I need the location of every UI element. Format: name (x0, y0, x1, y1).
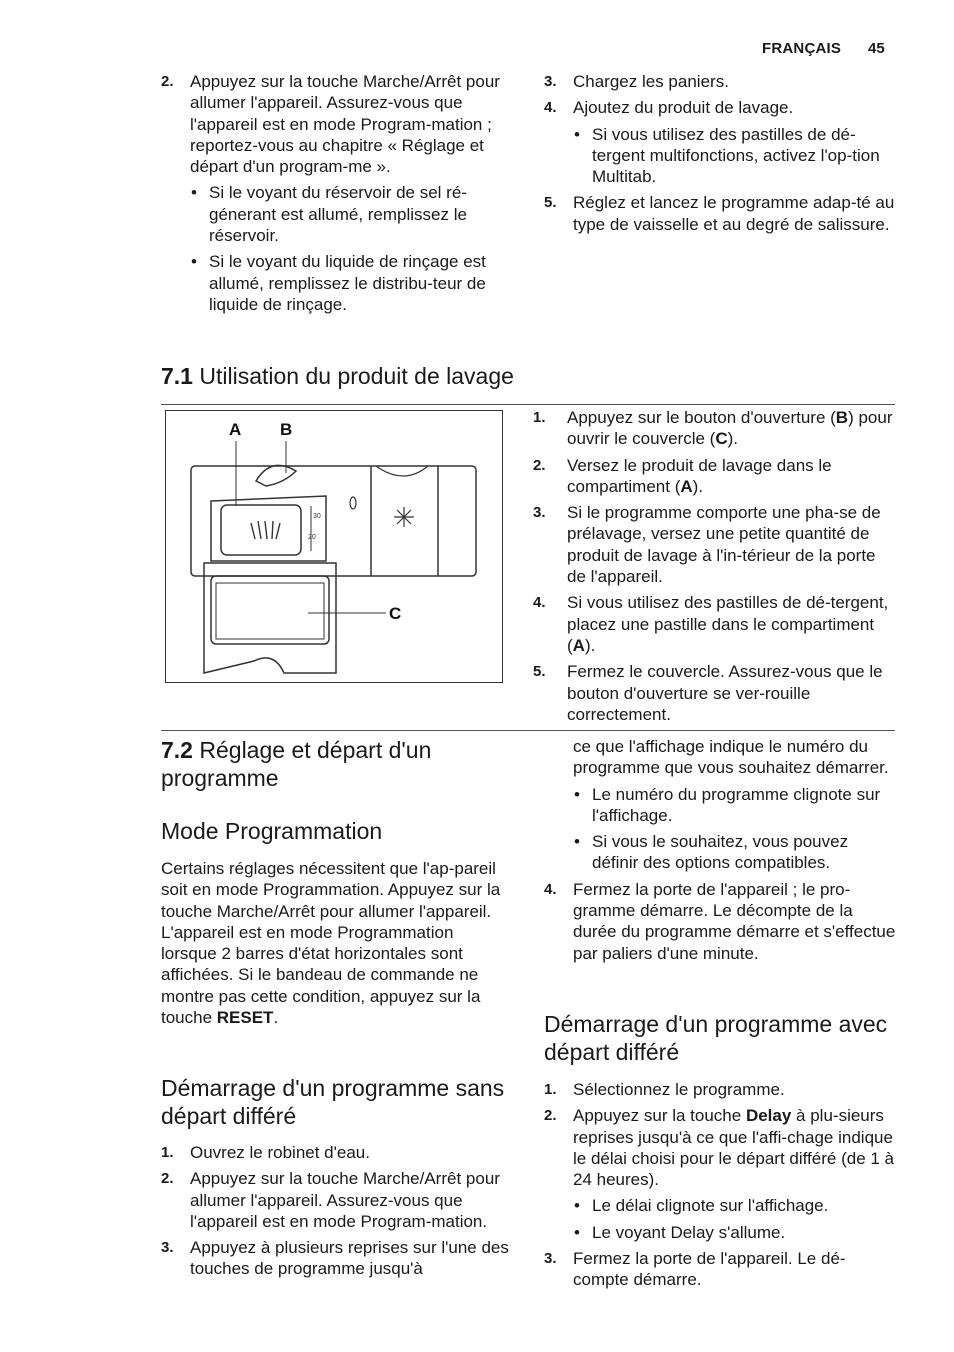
step-text: Versez le produit de lavage dans le compartiment (A). (567, 455, 832, 496)
bullet-item (544, 124, 896, 188)
bullet-text: Le numéro du programme clignote sur l'affichage. (592, 784, 881, 825)
step-number: 1. (533, 409, 546, 426)
list-item (533, 407, 893, 450)
bullet-icon: • (191, 252, 197, 272)
delay-steps (544, 1079, 896, 1296)
step-text: Appuyez à plusieurs reprises sur l'une des touches de programme jusqu'à (190, 1238, 509, 1279)
step-number: 3. (544, 73, 557, 90)
list-item (544, 1248, 896, 1291)
step-number: 1. (161, 1144, 174, 1161)
scale-label-20: 20 (308, 534, 316, 541)
step-number: 4. (544, 99, 557, 117)
label-b: B (280, 420, 293, 439)
language-label: FRANÇAIS (762, 40, 842, 57)
bullet-icon: • (191, 183, 197, 203)
step-text: Si vous utilisez des pastilles de dé-tergent, placez une pastille dans le compartiment (A). (567, 593, 889, 655)
step-text: Si le programme comporte une pha-se de prélavage, versez une petite quantité de produit de lavage à l'in-térieur de la porte de l'appareil. (567, 503, 881, 587)
bullet-text: Si vous le souhaitez, vous pouvez définir des options compatibles. (592, 832, 849, 873)
bullet-text: Si vous utilisez des pastilles de dé-tergent multifonctions, activez l'op-tion Multitab. (592, 124, 880, 187)
bullet-item (544, 784, 896, 827)
list-item (161, 1142, 513, 1163)
section71-steps (533, 407, 893, 730)
section-heading (161, 362, 514, 390)
step-text: Fermez le couvercle. Assurez-vous que le bouton d'ouverture se ver-rouille correctement. (567, 662, 883, 724)
section-number: 7.2 (161, 737, 193, 763)
step-number: 3. (533, 504, 546, 522)
divider (161, 730, 895, 731)
list-item (161, 1237, 513, 1280)
step-text: Chargez les paniers. (573, 72, 729, 91)
bullet-text: Le délai clignote sur l'affichage. (592, 1196, 829, 1216)
step-number: 2. (161, 1170, 174, 1188)
step-number: 3. (161, 1239, 174, 1257)
list-item (533, 502, 893, 587)
top-left-column (161, 71, 511, 320)
paragraph-text: Certains réglages nécessitent que l'ap-pareil soit en mode Programmation. Appuyez sur la touche Marche/Arrêt pour allumer l'appareil. L'appareil est en mode Programmation lorsque 2 barres d'état horizontales sont affichées. Si le bandeau de commande ne montre pas cette condition, appuyez sur la touche RESET. (161, 859, 501, 1028)
bullet-item (161, 251, 511, 315)
step-number: 4. (544, 880, 557, 898)
bullet-text: Si le voyant du liquide de rinçage est allumé, remplissez le distribu-teur de liquide de rinçage. (209, 252, 486, 314)
page-number: 45 (868, 40, 885, 57)
step-number: 5. (544, 194, 557, 212)
subsection-heading: Démarrage d'un programme sans départ différé (161, 1075, 505, 1129)
divider (161, 404, 895, 405)
top-right-column (544, 71, 896, 240)
list-item (161, 71, 511, 177)
label-a: A (229, 420, 242, 439)
section-heading (161, 736, 501, 792)
step-number: 5. (533, 663, 546, 681)
bullet-item (544, 1195, 896, 1216)
step-text: Fermez la porte de l'appareil. Le dé-compte démarre. (573, 1249, 846, 1290)
step-text: Appuyez sur la touche Marche/Arrêt pour allumer l'appareil. Assurez-vous que l'appareil est en mode Program-mation ; reportez-vous au chapitre « Réglage et départ d'un program-me ». (190, 72, 500, 177)
dispenser-figure (165, 410, 503, 683)
nodelay-steps (161, 1142, 513, 1285)
subsection-heading: Mode Programmation (161, 818, 383, 844)
list-item (533, 455, 893, 498)
bullet-icon: • (574, 784, 580, 804)
step-text: Appuyez sur la touche Delay à plu-sieurs reprises jusqu'à ce que l'affi-chage indique le délai choisi pour le départ différé (de 1 à 24 heures). (573, 1106, 894, 1190)
step-text: Réglez et lancez le programme adap-té au type de vaisselle et au degré de salissure. (573, 193, 895, 234)
scale-label-30: 30 (313, 513, 321, 520)
step-number: 3. (544, 1250, 557, 1268)
step-number: 2. (161, 73, 174, 90)
bullet-item (161, 182, 511, 246)
list-item (544, 1079, 896, 1100)
step-text: Ajoutez du produit de lavage. (573, 98, 794, 118)
list-item (161, 1168, 513, 1232)
step-number: 2. (533, 456, 546, 474)
bullet-icon: • (574, 1222, 580, 1242)
list-item (544, 879, 896, 964)
step-text: Appuyez sur la touche Marche/Arrêt pour allumer l'appareil. Assurez-vous que l'appareil est en mode Program-mation. (190, 1169, 500, 1231)
section-title: Réglage et départ d'un programme (161, 737, 432, 791)
list-item (544, 192, 896, 235)
step-text: Ouvrez le robinet d'eau. (190, 1143, 370, 1162)
glasses-icon (251, 521, 280, 539)
step-text: Sélectionnez le programme. (573, 1080, 785, 1099)
list-item (544, 97, 896, 118)
step-number: 2. (544, 1107, 557, 1125)
list-item (544, 71, 896, 92)
list-item (544, 1105, 896, 1190)
step-text: Appuyez sur le bouton d'ouverture (B) pour ouvrir le couvercle (C). (567, 408, 893, 449)
step-text: Fermez la porte de l'appareil ; le pro-gramme démarre. Le décompte de la durée du programme démarre et s'effectue par paliers d'une minute. (573, 879, 896, 963)
bullet-icon: • (574, 124, 580, 144)
section-number: 7.1 (161, 363, 193, 389)
section-title: Utilisation du produit de lavage (199, 363, 514, 389)
continued-text: ce que l'affichage indique le numéro du programme que vous souhaitez démarrer. (573, 737, 889, 778)
list-item (533, 592, 893, 656)
sparkle-icon (394, 507, 414, 527)
bullet-text: Si le voyant du réservoir de sel ré-génerant est allumé, remplissez le réservoir. (209, 183, 467, 246)
dispenser-illustration (166, 411, 502, 682)
step-number: 4. (533, 594, 546, 612)
rinse-indicator-icon (350, 497, 356, 509)
step-number: 1. (544, 1081, 557, 1098)
bullet-text: Le voyant Delay s'allume. (592, 1222, 786, 1242)
bullet-icon: • (574, 1196, 580, 1216)
bullet-item (544, 831, 896, 874)
list-item (533, 661, 893, 725)
mode-paragraph (161, 858, 511, 1028)
subsection-heading: Démarrage d'un programme avec départ différé (544, 1011, 888, 1065)
bullet-icon: • (574, 832, 580, 852)
label-c: C (389, 604, 402, 623)
bullet-item (544, 1222, 896, 1243)
section72-right-column (544, 736, 896, 969)
